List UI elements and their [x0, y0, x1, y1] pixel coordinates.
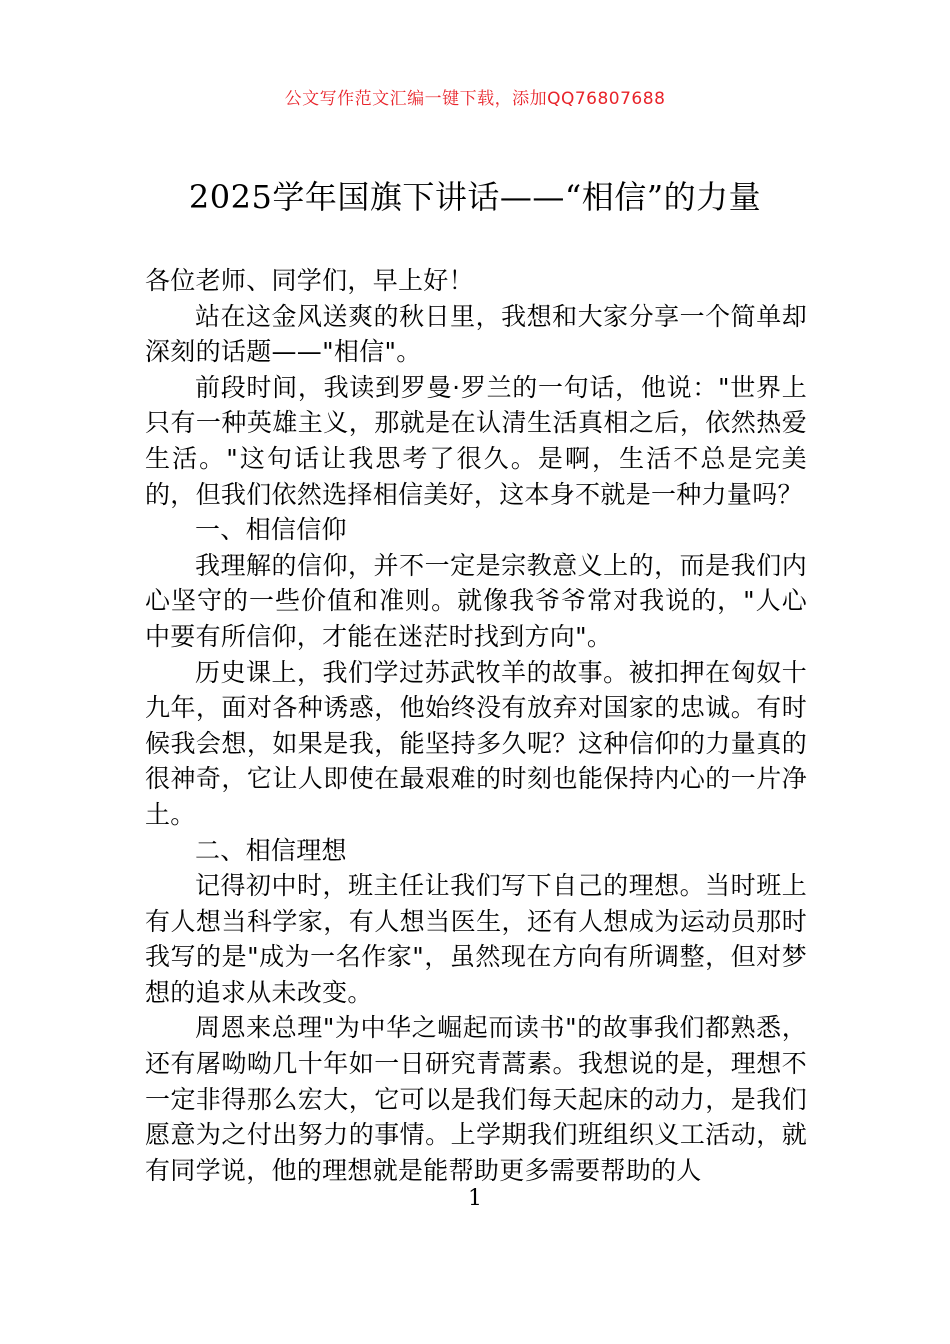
paragraph-greeting: 各位老师、同学们，早上好！: [145, 266, 474, 295]
page-title: 2025学年国旗下讲话——“相信”的力量: [188, 178, 762, 216]
speech-body: [145, 263, 807, 1188]
paragraph: 记得初中时，班主任让我们写下自己的理想。当时班上有人想当科学家，有人想当医生，还有人想成为运动员那时我写的是"成为一名作家"，虽然现在方向有所调整，但对梦想的追求从未改变。: [145, 871, 807, 1007]
paragraph: 历史课上，我们学过苏武牧羊的故事。被扣押在匈奴十九年，面对各种诱惑，他始终没有放弃对国家的忠诚。有时候我会想，如果是我，能坚持多久呢？这种信仰的力量真的很神奇，它让人即使在最艰难的时刻也能保持内心的一片净土。: [145, 657, 807, 829]
paragraph: 站在这金风送爽的秋日里，我想和大家分享一个简单却深刻的话题——"相信"。: [145, 301, 807, 367]
section-heading-ideals: 二、相信理想: [195, 835, 347, 865]
page-number: 1: [468, 1186, 482, 1211]
paragraph: 前段时间，我读到罗曼·罗兰的一句话，他说："世界上只有一种英雄主义，那就是在认清生活真相之后，依然热爱生活。"这句话让我思考了很久。是啊，生活不总是完美的，但我们依然选择相信美好，这本身不就是一种力量吗？: [145, 372, 807, 509]
section-heading-faith: 一、相信信仰: [195, 515, 347, 545]
paragraph: 我理解的信仰，并不一定是宗教意义上的，而是我们内心坚守的一些价值和准则。就像我爷爷常对我说的，"人心中要有所信仰，才能在迷茫时找到方向"。: [145, 550, 807, 651]
download-note: 公文写作范文汇编一键下载，添加QQ76807688: [284, 89, 666, 109]
paragraph: 周恩来总理"为中华之崛起而读书"的故事我们都熟悉，还有屠呦呦几十年如一日研究青蒿素。我想说的是，理想不一定非得那么宏大，它可以是我们每天起床的动力，是我们愿意为之付出努力的事情。上学期我们班组织义工活动，就有同学说，他的理想就是能帮助更多需要帮助的人: [145, 1013, 807, 1185]
